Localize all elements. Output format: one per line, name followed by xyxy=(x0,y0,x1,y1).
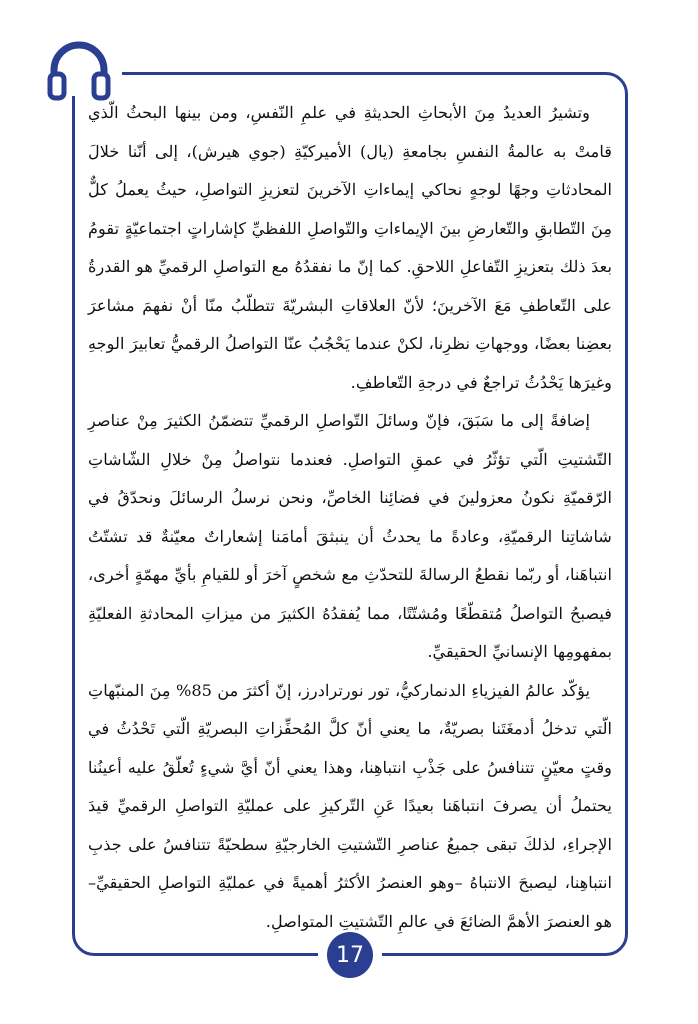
page-number: 17 xyxy=(327,932,373,978)
article-body xyxy=(88,94,612,941)
headphones-icon xyxy=(44,36,114,102)
paragraph-3: يؤكّد عالمُ الفيزياءِ الدنماركيُّ، تور نورترادرز، إنّ أكثرَ من 85% مِنَ المنبّهاتِ الّتي تدخلُ أدمغَتَنا بصريّةٌ، ما يعني أنّ كلَّ المُحفِّزاتِ البصريّةِ الّتي تَحْدُثُ في وقتٍ معيّنٍ تتنافسُ على جَذْبِ انتباهِنا، وهذا يعني أنّ أيَّ شيءٍ تُعلّقُ عليه أعينُنا يحتملُ أن يصرفَ انتباهَنا بعيدًا عَنِ التّركيزِ على عمليّةِ التواصلِ الرقميِّ قيدَ الإجراءِ، لذلكَ تبقى جميعُ عناصرِ التّشتيتِ الخارجيّةِ سطحيّةً تتنافسُ على جذبِ انتباهِنا، ليصبحَ الانتباهُ –وهو العنصرُ الأكثرُ أهميةً في عمليّةِ التواصلِ الحقيقيِّ– هو العنصرَ الأهمَّ الضائعَ في عالمِ التّشتيتِ المتواصلِ. xyxy=(88,680,612,931)
paragraph-1: وتشيرُ العديدُ مِنَ الأبحاثِ الحديثةِ في علمِ النّفسِ، ومن بينها البحثُ الّذي قامتْ به عالمةُ النفسِ بجامعةِ (يال) الأميركيّةِ (جوي هيرش)، إلى أنّنا خلالَ المحادثاتِ وجهًا لوجهٍ نحاكي إيماءاتِ الآخرينَ لتعزيزِ التواصلِ، حيثُ يعملُ كلٌّ مِنَ التّطابقِ والتّعارضِ بينَ الإيماءاتِ والتّواصلِ اللفظيِّ كإشاراتٍ اجتماعيّةٍ تقومُ بعدَ ذلك بتعزيزِ التّفاعلِ اللاحقِ. كما إنّ ما نفقدُهُ مع التواصلِ الرقميِّ هو القدرةُ على التّعاطفِ مَعَ الآخرينَ؛ لأنّ العلاقاتِ البشريّةَ تتطلّبُ منّا أنْ نفهمَ مشاعرَ بعضِنا بعضًا، ووجهاتِ نظرِنا، لكنْ عندما يَحْجُبُ عنّا التواصلُ الرقميُّ تعابيرَ الوجهِ وغيرَها يَحْدُثُ تراجعٌ في درجةِ التّعاطفِ. xyxy=(88,103,612,392)
paragraph-2: إضافةً إلى ما سَبَقَ، فإنّ وسائلَ التّواصلِ الرقميِّ تتضمّنُ الكثيرَ مِنْ عناصرِ التّشتيتِ الّتي تؤثّرُ في عمقِ التواصلِ. فعندما نتواصلُ مِنْ خلالِ الشّاشاتِ الرّقميّةِ نكونُ معزولينَ في فضائِنا الخاصِّ، ونحن نرسلُ الرسائلَ ونحدّقُ في شاشاتِنا الرقميّةِ، وعادةً ما يحدثُ أن ينبثقَ أمامَنا إشعاراتٌ معيّنةٌ قد تشتّتُ انتباهَنا، أو ربّما نقطعُ الرسالةَ للتحدّثِ مع شخصٍ آخرَ أو للقيامِ بأيِّ مهمّةٍ أخرى، فيصبحُ التواصلُ مُتقطّعًا ومُشتّتًا، مما يُفقدُهُ الكثيرَ من ميزاتِ المحادثةِ الفعليّةِ بمفهومِها الإنسانيِّ الحقيقيِّ. xyxy=(88,411,612,661)
